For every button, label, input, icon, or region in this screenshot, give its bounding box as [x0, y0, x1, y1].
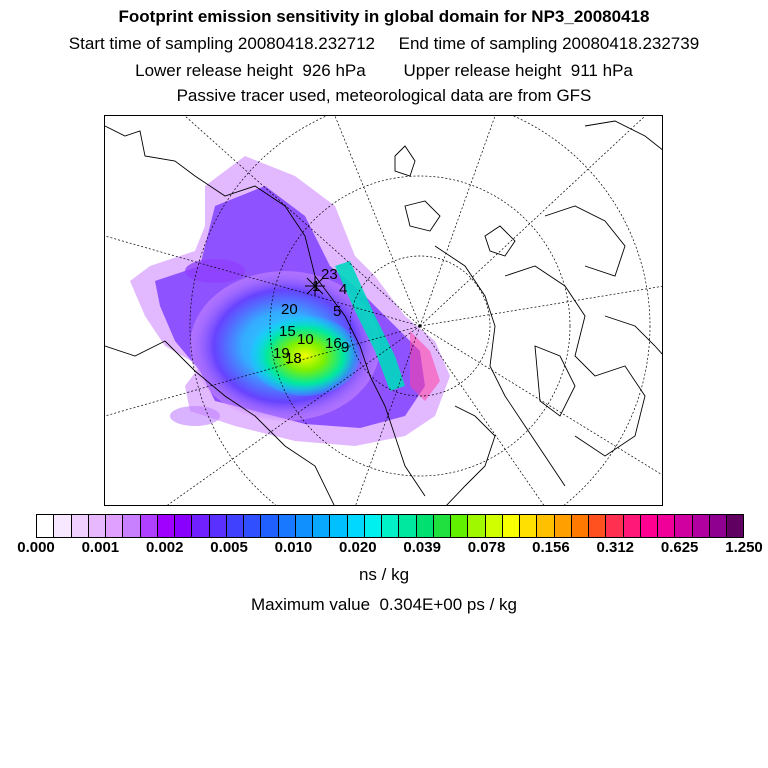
colorbar-swatch: [692, 515, 709, 537]
colorbar-tick-label: 0.005: [210, 539, 248, 556]
release-label: 18: [285, 350, 302, 367]
release-label: 23: [321, 266, 338, 283]
map-title: Footprint emission sensitivity in global domain for NP3_20080418: [118, 7, 650, 26]
colorbar-swatch: [674, 515, 691, 537]
colorbar-swatch: [623, 515, 640, 537]
footprint-map: [104, 115, 663, 506]
colorbar-tick-label: 0.020: [339, 539, 377, 556]
colorbar-tick-label: 0.625: [660, 539, 699, 556]
colorbar-tick-label: 0.010: [274, 539, 313, 556]
colorbar-swatch: [174, 515, 191, 537]
release-label: 10: [297, 331, 314, 348]
colorbar-tick-labels: [0, 539, 768, 559]
colorbar-swatch: [398, 515, 415, 537]
colorbar-swatch: [657, 515, 674, 537]
release-label: 19: [273, 345, 290, 362]
colorbar-swatch: [140, 515, 157, 537]
colorbar-tick-label: 0.312: [596, 539, 635, 556]
colorbar-swatch: [243, 515, 260, 537]
map-canvas: [105, 116, 663, 506]
release-label: 5: [333, 303, 342, 320]
colorbar: [36, 514, 744, 538]
sampling-time-line: Start time of sampling 20080418.232712 End time of sampling 20080418.232739: [68, 34, 700, 53]
colorbar-swatch: [260, 515, 277, 537]
colorbar-swatch: [571, 515, 588, 537]
colorbar-swatch: [433, 515, 450, 537]
colorbar-tick-label: 0.001: [81, 539, 120, 556]
release-label: 9: [341, 339, 350, 356]
colorbar-unit: ns / kg: [358, 565, 410, 584]
release-label: 1: [312, 278, 321, 295]
colorbar-swatch: [450, 515, 467, 537]
colorbar-swatch: [88, 515, 105, 537]
colorbar-swatch: [71, 515, 88, 537]
colorbar-swatch: [709, 515, 726, 537]
colorbar-swatch: [37, 515, 53, 537]
colorbar-swatch: [467, 515, 484, 537]
colorbar-swatch: [105, 515, 122, 537]
tracer-info-line: Passive tracer used, meteorological data are from GFS: [176, 86, 592, 105]
colorbar-swatch: [329, 515, 346, 537]
colorbar-swatch: [416, 515, 433, 537]
colorbar-swatch: [502, 515, 519, 537]
colorbar-swatch: [157, 515, 174, 537]
release-label: 16: [325, 335, 342, 352]
colorbar-swatch: [278, 515, 295, 537]
colorbar-swatch: [485, 515, 502, 537]
colorbar-swatch: [312, 515, 329, 537]
colorbar-swatch: [726, 515, 743, 537]
maximum-value-text: Maximum value 0.304E+00 ps / kg: [251, 595, 517, 614]
colorbar-swatch: [295, 515, 312, 537]
release-height-line: Lower release height 926 hPa Upper release height 911 hPa: [135, 61, 633, 80]
colorbar-swatch: [226, 515, 243, 537]
release-label: 15: [279, 323, 296, 340]
colorbar-swatch: [640, 515, 657, 537]
release-label: 20: [281, 301, 298, 318]
colorbar-swatch: [347, 515, 364, 537]
colorbar-tick-label: 0.078: [467, 539, 506, 556]
colorbar-swatch: [364, 515, 381, 537]
colorbar-swatch: [53, 515, 70, 537]
colorbar-swatch: [122, 515, 139, 537]
colorbar-tick-label: 0.000: [17, 539, 55, 556]
colorbar-swatch: [381, 515, 398, 537]
colorbar-swatch: [519, 515, 536, 537]
colorbar-swatch: [536, 515, 553, 537]
colorbar-tick-label: 0.039: [403, 539, 441, 556]
colorbar-tick-label: 0.156: [532, 539, 570, 556]
colorbar-swatch: [605, 515, 622, 537]
release-label: 4: [339, 281, 348, 298]
colorbar-swatch: [588, 515, 605, 537]
colorbar-tick-label: 1.250: [725, 539, 763, 556]
colorbar-swatch: [191, 515, 208, 537]
colorbar-swatch: [554, 515, 571, 537]
colorbar-tick-label: 0.002: [145, 539, 184, 556]
colorbar-swatch: [209, 515, 226, 537]
